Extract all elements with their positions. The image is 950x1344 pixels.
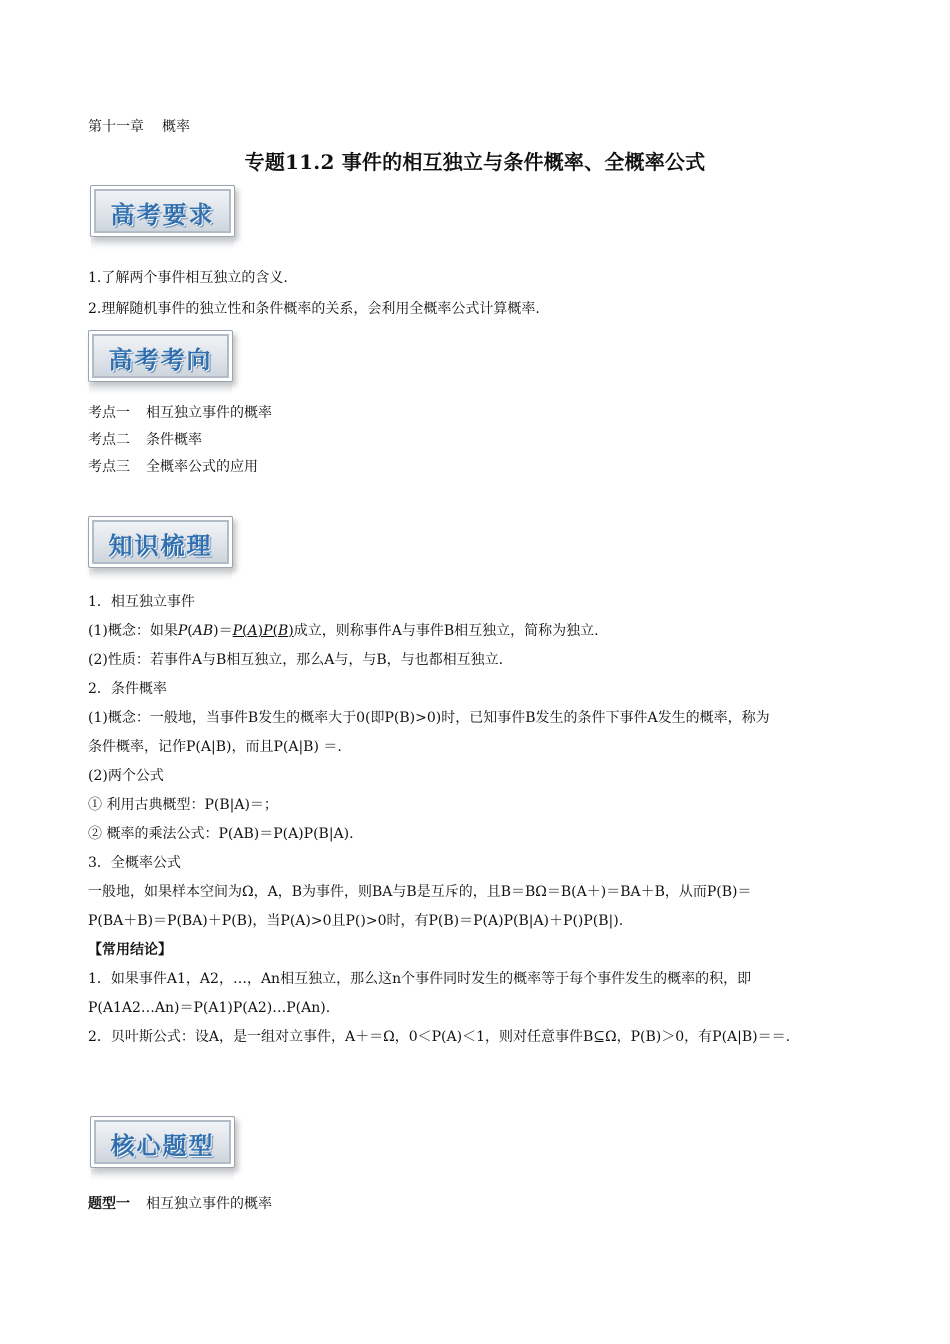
- knowledge-two-formulas: (2)两个公式: [88, 768, 164, 784]
- exam-point-text: 相互独立事件的概率: [146, 405, 272, 421]
- knowledge-conditional-concept-a: (1)概念：一般地，当事件B发生的概率大于0(即P(B)>0)时，已知事件B发生的条件下事件A发生的概率，称为: [88, 710, 770, 726]
- banner-directions: [88, 330, 233, 382]
- requirement-item: 1.了解两个事件相互独立的含义.: [88, 270, 288, 286]
- knowledge-heading-3: 3．全概率公式: [88, 855, 181, 871]
- conclusion-1-b: P(A1A2…An)＝P(A1)P(A2)…P(An).: [88, 1000, 331, 1016]
- banner-knowledge: [88, 516, 233, 568]
- exam-point: [88, 430, 202, 450]
- banner-directions-label: 高考考向: [108, 345, 213, 374]
- knowledge-heading-1: 1．相互独立事件: [88, 594, 195, 610]
- conclusion-2: 2．贝叶斯公式：设A，是一组对立事件，A＋＝Ω，0＜P(A)＜1，则对任意事件B⊆Ω，P(B)＞0，有P(A|B)＝＝.: [88, 1029, 791, 1045]
- chapter-label: 第十一章: [88, 119, 144, 135]
- banner-requirements-label: 高考要求: [110, 200, 215, 229]
- banner-core: [90, 1116, 235, 1168]
- banner-requirements: [90, 185, 235, 237]
- concept-suffix: 成立，则称事件A与事件B相互独立，简称为独立.: [293, 623, 599, 639]
- exam-point: [88, 457, 258, 477]
- conclusions-heading: 【常用结论】: [88, 942, 172, 958]
- knowledge-conditional-concept-b: 条件概率，记作P(A|B)，而且P(A|B) ＝.: [88, 739, 342, 755]
- exam-point-label: 考点一: [88, 405, 130, 421]
- question-type-label: 题型一: [88, 1196, 130, 1212]
- concept-prefix: (1)概念：如果: [88, 623, 178, 639]
- page-title: 专题11.2 事件的相互独立与条件概率、全概率公式: [244, 150, 706, 174]
- requirement-item: 2.理解随机事件的独立性和条件概率的关系，会利用全概率公式计算概率.: [88, 301, 540, 317]
- question-type-text: 相互独立事件的概率: [146, 1196, 272, 1212]
- banner-core-label: 核心题型: [110, 1131, 215, 1160]
- chapter-header: [88, 116, 190, 136]
- exam-point-label: 考点三: [88, 459, 130, 475]
- exam-point-label: 考点二: [88, 432, 130, 448]
- knowledge-independence-property: (2)性质：若事件A与B相互独立，那么A与，与B，与也都相互独立.: [88, 652, 504, 668]
- knowledge-independence-concept: (1)概念：如果P(AB)＝P(A)P(B)成立，则称事件A与事件B相互独立，简称为独立.: [88, 623, 599, 639]
- exam-point-text: 全概率公式的应用: [146, 459, 258, 475]
- chapter-topic: 概率: [162, 119, 190, 135]
- conclusion-1-a: 1．如果事件A1，A2，…，An相互独立，那么这n个事件同时发生的概率等于每个事件发生的概率的积，即: [88, 971, 752, 987]
- knowledge-formula-2: ② 概率的乘法公式：P(AB)＝P(A)P(B|A).: [88, 826, 354, 842]
- knowledge-heading-2: 2．条件概率: [88, 681, 167, 697]
- knowledge-formula-1: ① 利用古典概型：P(B|A)＝；: [88, 797, 278, 813]
- knowledge-total-prob-a: 一般地，如果样本空间为Ω，A，B为事件，则BA与B是互斥的，且B＝BΩ＝B(A＋)＝BA＋B，从而P(B)＝: [88, 884, 752, 900]
- question-type: [88, 1194, 272, 1214]
- banner-knowledge-label: 知识梳理: [108, 531, 213, 560]
- exam-point: [88, 403, 272, 423]
- knowledge-total-prob-b: P(BA＋B)＝P(BA)＋P(B)，当P(A)>0且P()>0时，有P(B)＝P(A)P(B|A)＋P()P(B|).: [88, 913, 624, 929]
- exam-point-text: 条件概率: [146, 432, 202, 448]
